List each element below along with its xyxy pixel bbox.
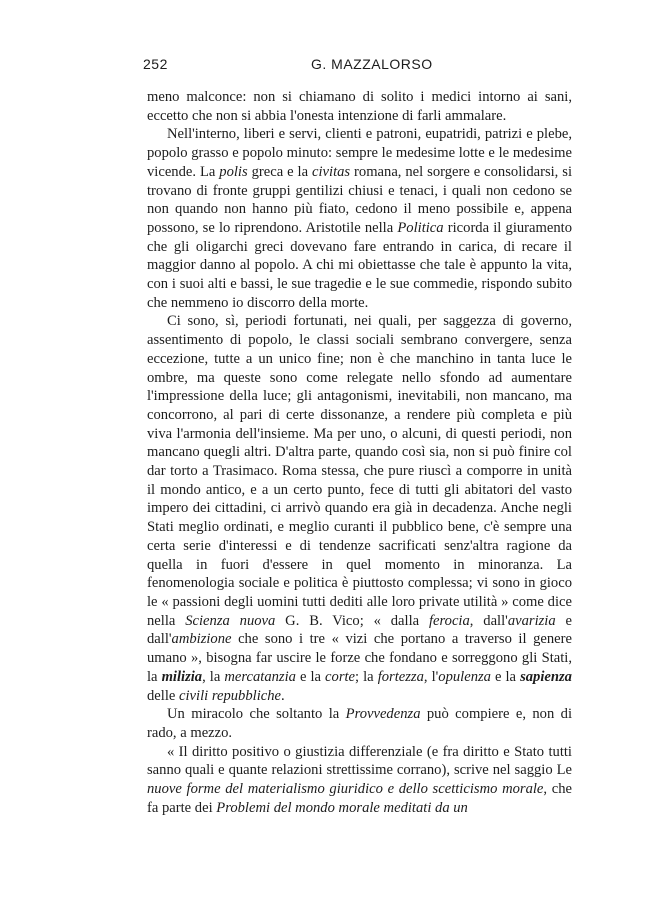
paragraph-5: « Il diritto positivo o giustizia differenziale (e fra diritto e Stato tutti sanno quali e quante relazioni strettissime corrano), scrive nel saggio Le nuove forme del materialismo giuridico e dello scetticismo morale, che fa parte dei Problemi del mondo morale meditati da un (147, 743, 572, 816)
paragraph-4: Un miracolo che soltanto la Provvedenza può compiere e, non di rado, a mezzo. (147, 706, 572, 741)
page-header (143, 56, 572, 78)
running-head: G. MAZZALORSO (311, 56, 433, 72)
paragraph-1: meno malconce: non si chiamano di solito i medici intorno ai sani, eccetto che non si abbia l'onesta intenzione di farli ammalare. (147, 89, 572, 124)
page-number: 252 (143, 56, 168, 72)
book-page (143, 56, 572, 817)
paragraph-2: Nell'interno, liberi e servi, clienti e patroni, eupatridi, patrizi e plebe, popolo grasso e popolo minuto: sempre le medesime lotte e le medesime vicende. La polis greca e la civitas romana, nel sorgere e consolidarsi, si trovano di fronte gruppi gentilizi chiusi e tenaci, i quali non cedono se non quando non hanno più fiato, cedono il meno possibile e, appena possono, se lo riprendono. Aristotile nella Politica ricorda il giuramento che gli oligarchi greci dovevano fare entrando in carica, di recare il maggior danno al popolo. A chi mi obiettasse che tale è appunto la vita, con i suoi alti e bassi, le sue tragedie e le sue commedie, rispondo subito che nemmeno io discorro della morte. (147, 126, 572, 311)
paragraph-3: Ci sono, sì, periodi fortunati, nei quali, per saggezza di governo, assentimento di popolo, le classi sociali sembrano convergere, senza eccezione, tutte a un unico fine; non è che manchino in tanta luce le ombre, ma queste sono come relegate nello sfondo ad aumentare l'impressione della luce; gli antagonismi, inevitabili, non mancano, ma concorrono, al pari di certe dissonanze, a rendere più completa e più viva l'armonia dell'insieme. Ma per uno, o alcuni, di questi periodi, non mancano quegli altri. D'altra parte, quando così sia, non si può finire col dar torto a Trasimaco. Roma stessa, che pure riuscì a comporre in unità il mondo antico, e a un certo punto, fece di tutti gli abitatori del vasto impero dei cittadini, ci arrivò quando era già in decadenza. Anche negli Stati meglio ordinati, e meglio curanti il pubblico bene, c'è sempre una certa serie d'interessi e di tendenze sacrificati senz'altra ragione da quella in fuori d'essere in quel momento in minoranza. La fenomenologia sociale e politica è piuttosto complessa; vi sono in gioco le « passioni degli uomini tutti dediti alle loro private utilità » come dice nella Scienza nuova G. B. Vico; « dalla ferocia, dall'avarizia e dall'ambizione che sono i tre « vizi che portano a traverso il genere umano », bisogna far uscire le forze che fondano e sorreggono gli Stati, la milizia, la mercatanzia e la corte; la fortezza, l'opulenza e la sapienza delle civili repubbliche. (147, 313, 572, 704)
page-body (147, 88, 572, 817)
